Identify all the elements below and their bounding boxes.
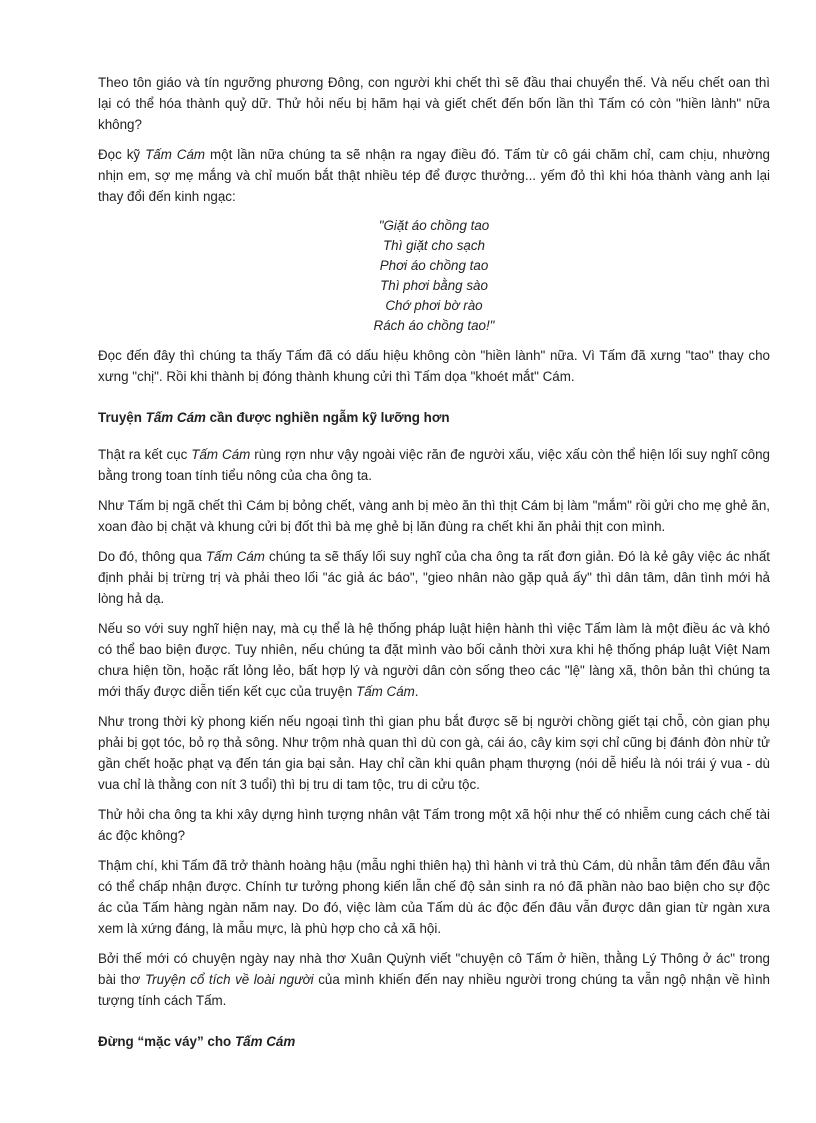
poem-line: Thì giặt cho sạch [383,238,485,253]
text: Nếu so với suy nghĩ hiện nay, mà cụ thể là hệ thống pháp luật hiện hành thì việc Tấm làm là một điều ác và khó có thể bao biện được. Tuy nhiên, nếu chúng ta đặt mình vào bối cảnh thời xưa khi hệ thống pháp luật Việt Nam chưa hiện tồn, hoặc rất lỏng lẻo, bất hợp lý và người dân còn sống theo các "lệ" làng xã, thôn bản thì chúng ta mới thấy được diễn tiến kết cục của truyện [98,621,770,699]
text: rùng rợn như vậy ngoài việc răn đe người xấu, việc xấu còn thể hiện lối suy nghĩ công bằng trong toan tính tiểu nông của cha ông ta. [98,447,770,483]
poem-title: Truyện cổ tích về loài người [144,972,314,987]
poem [98,216,770,336]
text: chúng ta sẽ thấy lối suy nghĩ của cha ông ta rất đơn giản. Đó là kẻ gây việc ác nhất định phải bị trừng trị và phải theo lối "ác giả ác báo", "gieo nhân nào gặp quả ấy" thì dân tâm, dân tình mới hả lòng hả dạ. [98,549,770,606]
section1-paragraph-5: Như trong thời kỳ phong kiến nếu ngoại tình thì gian phu bắt được sẽ bị người chồng giết tại chỗ, còn gian phụ phải bị gọt tóc, bỏ rọ thả sông. Như trộm nhà quan thì dù con gà, cái áo, cây kim sợi chỉ cũng bị đánh đòn nhừ tử gần chết hoặc phạt vạ đến tán gia bại sản. Hay chỉ cần khi quân phạm thượng (nói dễ hiểu là nói trái ý vua - dù vua chỉ là thằng con nít 3 tuổi) thì bị tru di tam tộc, tru di cửu tộc. [98,714,770,792]
section1-paragraph-8 [98,948,770,1011]
text: Bởi thế mới có chuyện ngày nay nhà thơ Xuân Quỳnh viết "chuyện cô Tấm ở hiền, thằng Lý Thông ở ác" trong bài thơ [98,951,770,987]
section1-paragraph-4 [98,618,770,702]
text: . [414,684,419,699]
section1-paragraph-6: Thử hỏi cha ông ta khi xây dựng hình tượng nhân vật Tấm trong một xã hội như thế có nhiễm cung cách chế tài ác độc không? [98,807,770,843]
intro-paragraph-3: Đọc đến đây thì chúng ta thấy Tấm đã có dấu hiệu không còn "hiền lành" nữa. Vì Tấm đã xưng "tao" thay cho xưng "chị". Rồi khi thành bị đóng thành khung cửi thì Tấm dọa "khoét mắt" Cám. [98,348,770,384]
story-title: Tấm Cám [145,410,206,425]
section1-paragraph-3 [98,546,770,609]
text: Truyện [98,410,146,425]
document-page [98,72,770,1068]
intro-paragraph-1: Theo tôn giáo và tín ngưỡng phương Đông, con người khi chết thì sẽ đầu thai chuyển thế. Và nếu chết oan thì lại có thể hóa thành quỷ dữ. Thử hỏi nếu bị hãm hại và giết chết đến bốn lần thì Tấm có còn "hiền lành" nữa không? [98,75,770,132]
text: của mình khiến đến nay nhiều người trong chúng ta vẫn ngộ nhận về hình tượng tính cách Tấm. [98,972,770,1008]
section1-paragraph-2: Như Tấm bị ngã chết thì Cám bị bỏng chết, vàng anh bị mèo ăn thì thịt Cám bị làm "mắm" rồi gửi cho mẹ ghẻ ăn, xoan đào bị chặt và khung cửi bị đốt thì bà mẹ ghẻ bị lăn đùng ra chết khi ăn phải thịt con mình. [98,498,770,534]
text: một lần nữa chúng ta sẽ nhận ra ngay điều đó. Tấm từ cô gái chăm chỉ, cam chịu, nhường nhịn em, sợ mẹ mắng và chỉ muốn bắt thật nhiều tép để được thưởng... yếm đỏ thì khi hóa thành vàng anh lại thay đổi đến kinh ngạc: [98,147,770,204]
poem-line: Thì phơi bằng sào [380,278,488,293]
section1-paragraph-1 [98,444,770,486]
poem-line: Chớ phơi bờ rào [385,298,483,313]
text: Đọc kỹ [98,147,146,162]
text: Đừng “mặc váy” cho [98,1034,235,1049]
section1-paragraph-7: Thậm chí, khi Tấm đã trở thành hoàng hậu (mẫu nghi thiên hạ) thì hành vi trả thù Cám, dù nhẫn tâm đến đâu vẫn có thể chấp nhận được. Chính tư tưởng phong kiến lẫn chế độ sản sinh ra nó đã phần nào bao biện cho sự độc ác của Tấm hàng ngàn năm nay. Do đó, việc làm của Tấm dù ác độc đến đâu vẫn được dân gian từ ngàn xưa xem là xứng đáng, là mẫu mực, là phù hợp cho cả xã hội. [98,858,770,936]
poem-line: "Giặt áo chồng tao [378,218,490,233]
text: Thật ra kết cục [98,447,192,462]
story-title: Tấm Cám [356,684,415,699]
story-title: Tấm Cám [205,549,265,564]
section-heading-2 [98,1031,770,1052]
intro-paragraph-2 [98,144,770,207]
story-title: Tấm Cám [145,147,206,162]
story-title: Tấm Cám [234,1034,296,1049]
text: Do đó, thông qua [98,549,206,564]
section-heading-1 [98,407,770,428]
poem-line: Phơi áo chồng tao [379,258,489,273]
story-title: Tấm Cám [191,447,251,462]
poem-line: Rách áo chồng tao!" [373,318,495,333]
text: cần được nghiền ngẫm kỹ lưỡng hơn [205,410,450,425]
